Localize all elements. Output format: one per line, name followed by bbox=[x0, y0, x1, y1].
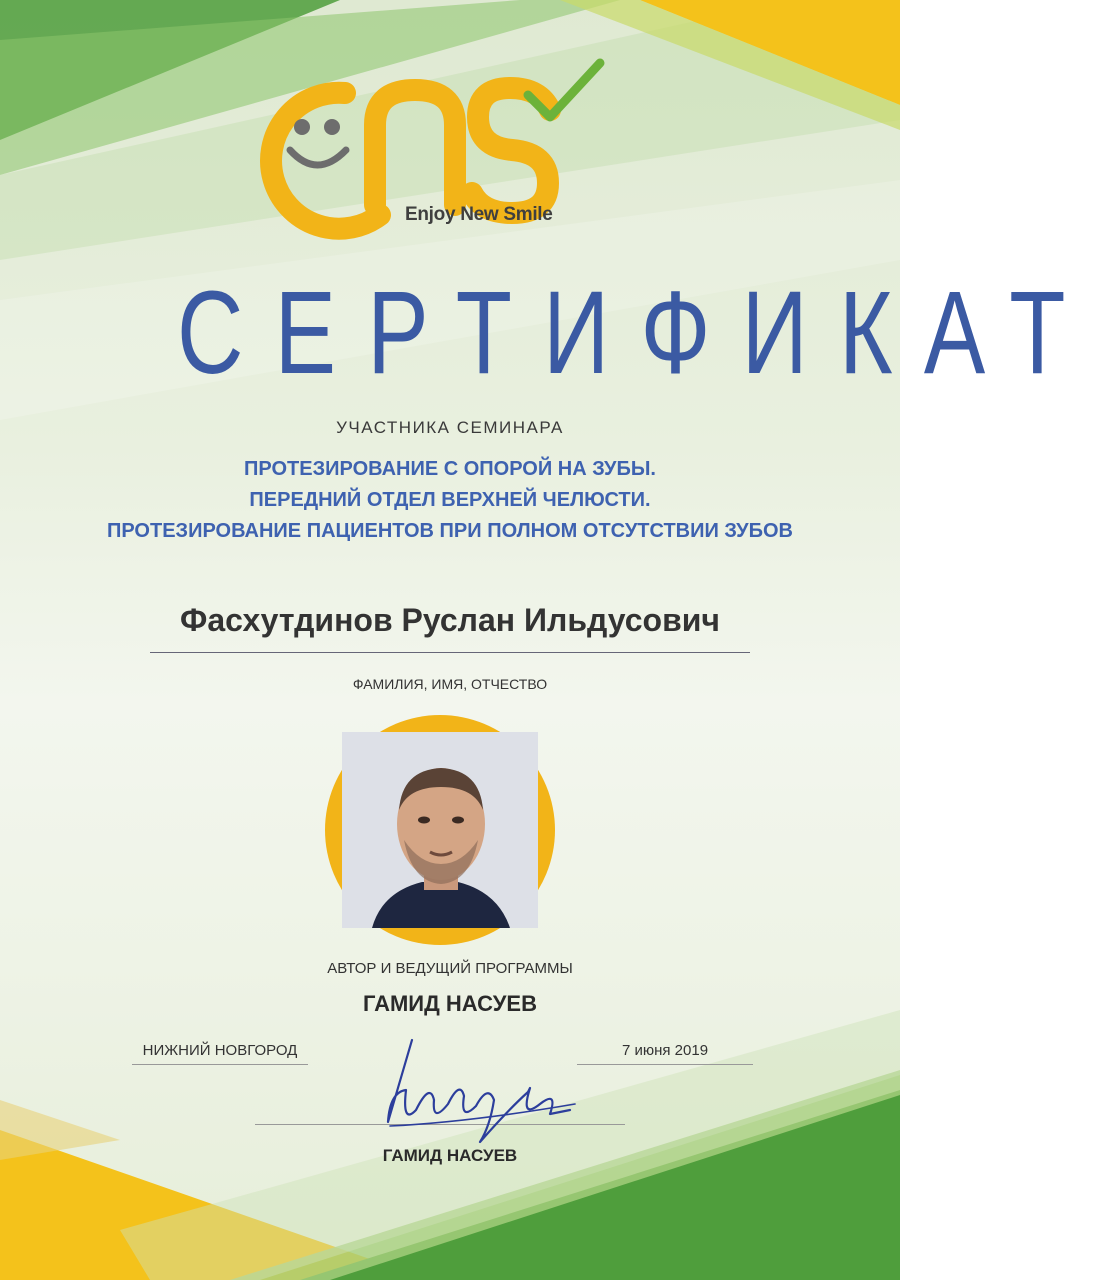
certificate-subtitle: УЧАСТНИКА СЕМИНАРА bbox=[336, 418, 564, 437]
date: 7 июня 2019 bbox=[621, 1042, 709, 1059]
city: НИЖНИЙ НОВГОРОД bbox=[142, 1042, 298, 1059]
smile-logo-icon bbox=[271, 93, 380, 229]
name-underline bbox=[150, 652, 750, 653]
city-underline bbox=[132, 1064, 308, 1065]
author-name: ГАМИД НАСУЕВ bbox=[363, 991, 537, 1016]
logo-caption: Enjoy New Smile bbox=[405, 204, 553, 225]
date-underline bbox=[577, 1064, 753, 1065]
seminar-line: ПРОТЕЗИРОВАНИЕ С ОПОРОЙ НА ЗУБЫ. bbox=[244, 458, 656, 480]
seminar-line: ПРОТЕЗИРОВАНИЕ ПАЦИЕНТОВ ПРИ ПОЛНОМ ОТСУТСТВИИ ЗУБОВ bbox=[106, 520, 793, 542]
name-caption: ФАМИЛИЯ, ИМЯ, ОТЧЕСТВО bbox=[352, 676, 548, 692]
certificate-title: СЕРТИФИКАТ bbox=[177, 267, 1097, 399]
author-label: АВТОР И ВЕДУЩИЙ ПРОГРАММЫ bbox=[327, 960, 573, 977]
signer-name: ГАМИД НАСУЕВ bbox=[382, 1146, 518, 1165]
portrait-photo bbox=[342, 732, 538, 928]
signature-mark bbox=[330, 1030, 590, 1150]
seminar-title bbox=[0, 454, 900, 547]
photo-frame bbox=[325, 715, 555, 945]
seminar-line: ПЕРЕДНИЙ ОТДЕЛ ВЕРХНЕЙ ЧЕЛЮСТИ. bbox=[249, 489, 651, 511]
participant-name: Фасхутдинов Руслан Ильдусович bbox=[180, 602, 720, 638]
